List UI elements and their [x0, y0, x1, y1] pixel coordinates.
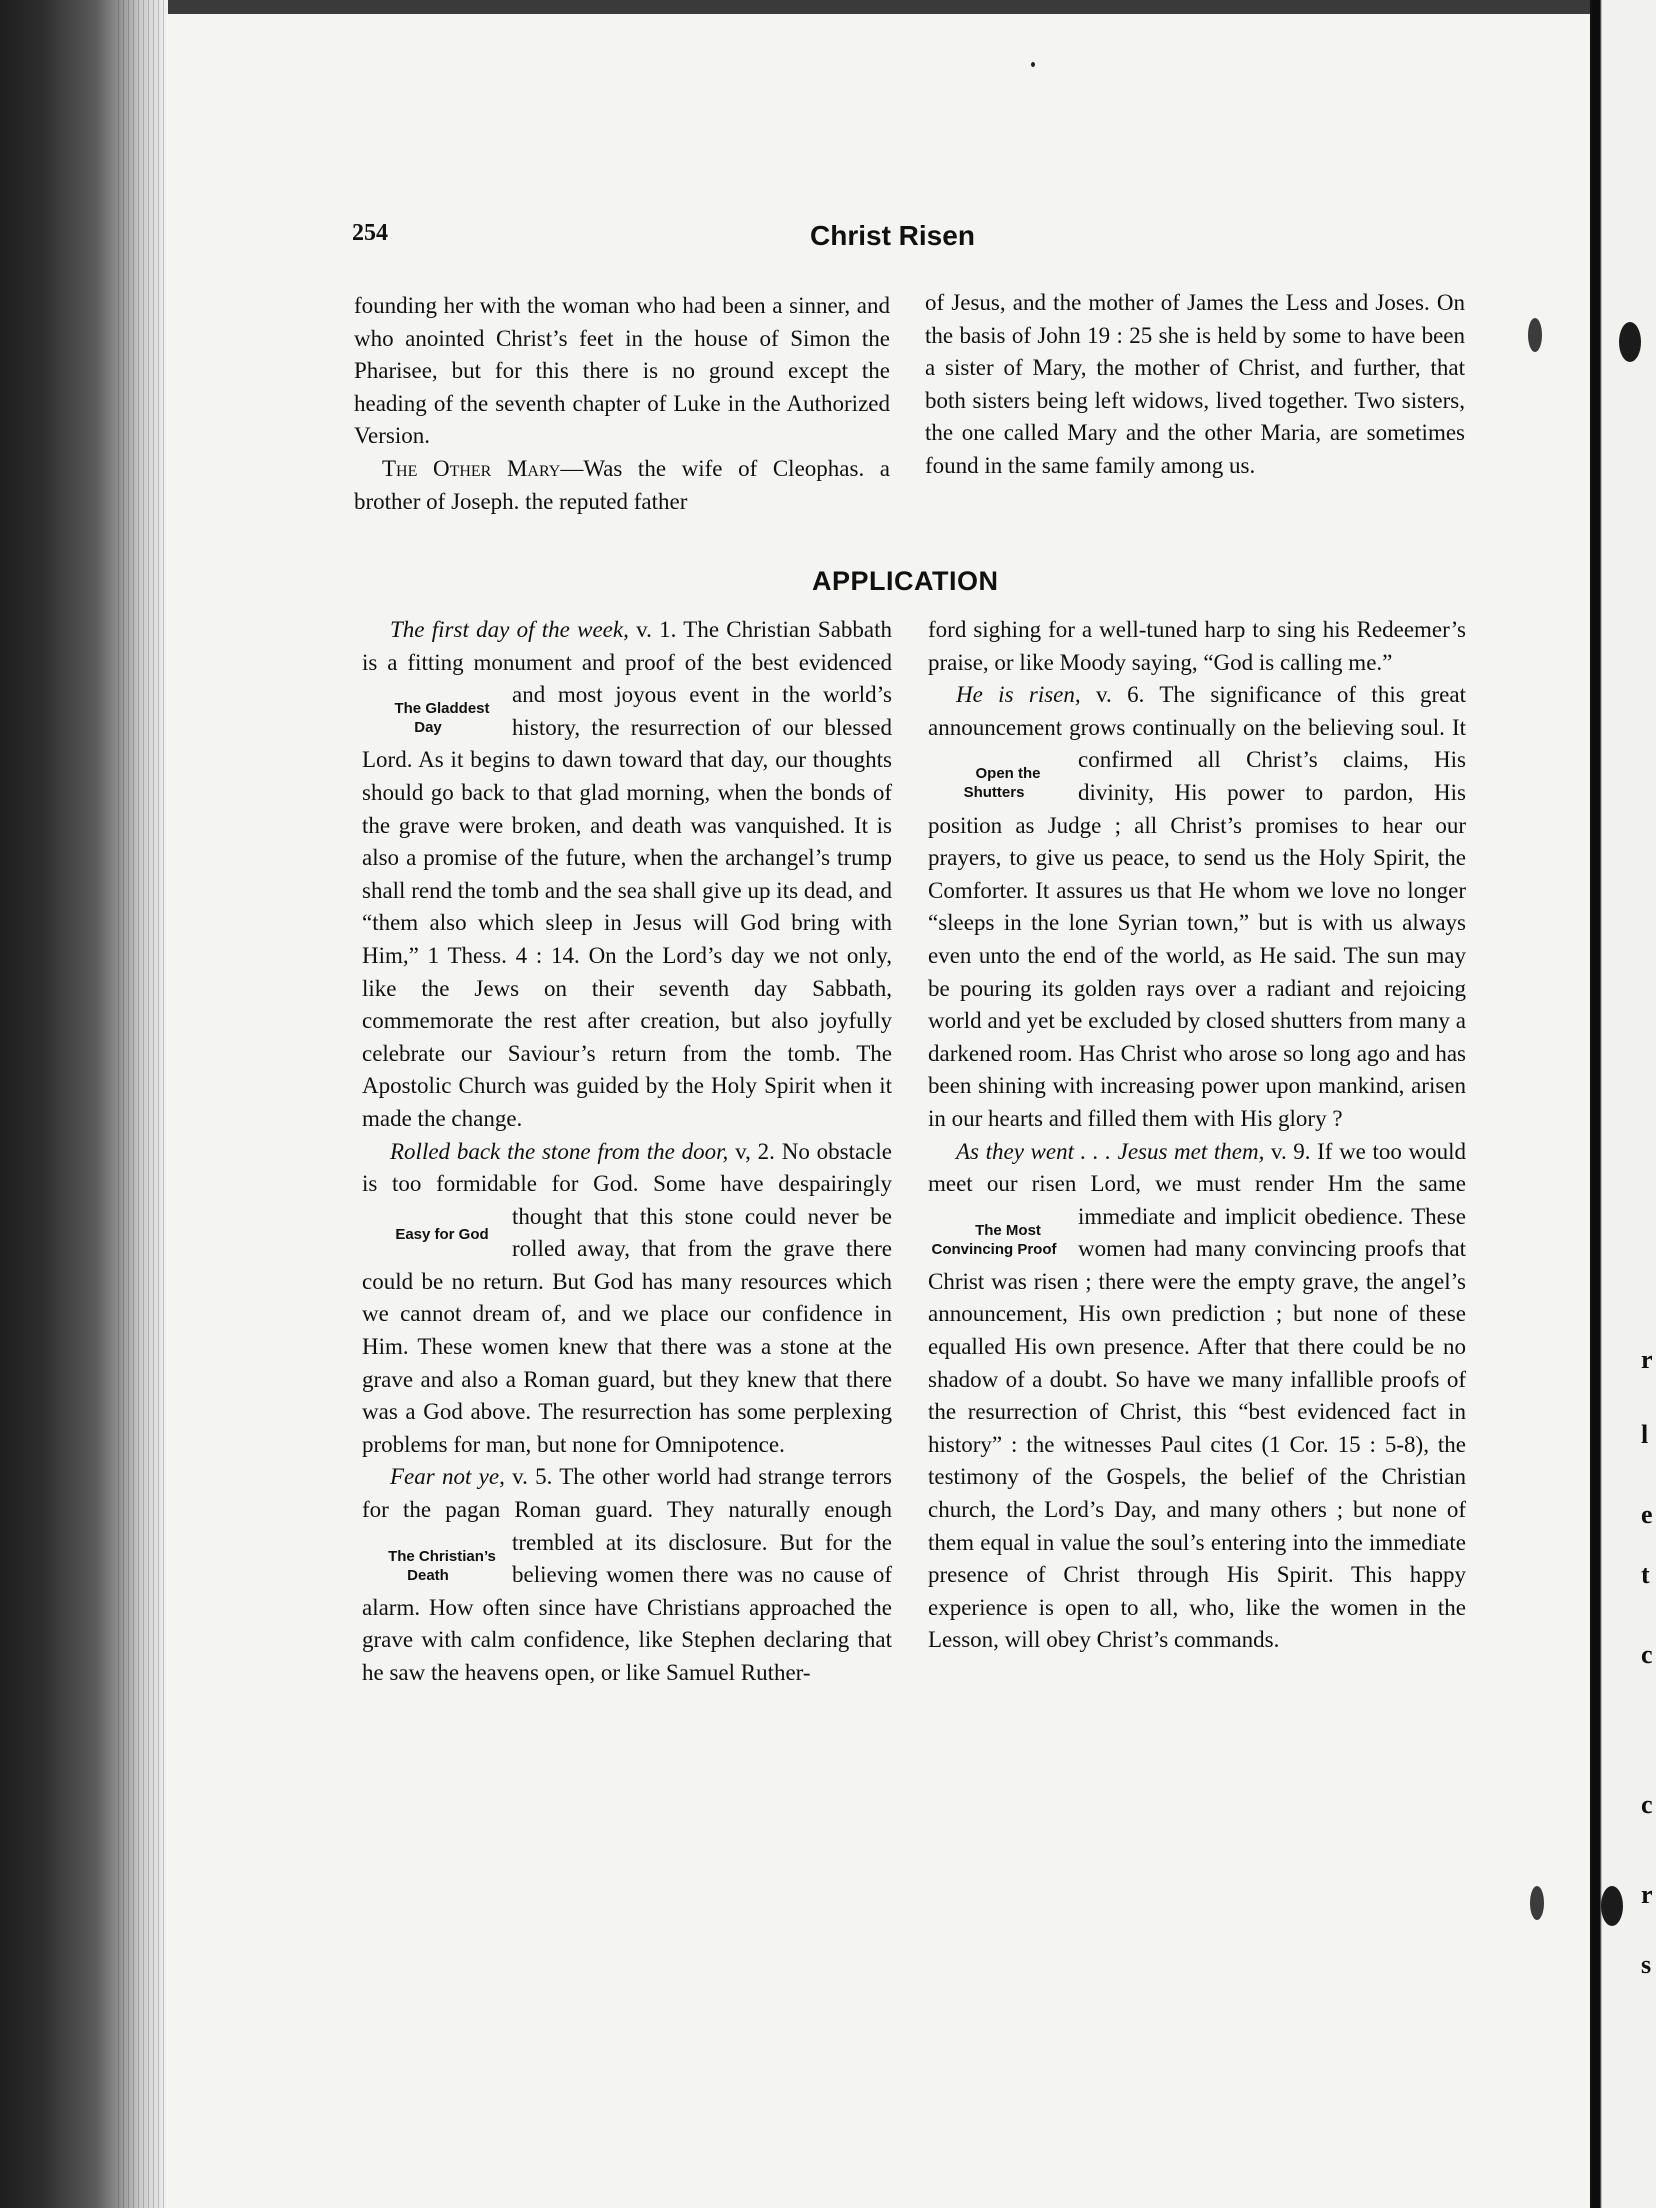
paragraph: As they went . . . Jesus met them, v. 9. If we too would meet our risen Lord, we must render Hm the same immediate and implicit The Most Convincing Proof obedience. These women had many convincing proofs that Christ was risen ; there were the empty grave, the angel’s announcement, His own prediction ; but none of these equalled His own presence. After that there could be no shadow of a doubt. So have we many infallible proofs of the resurrection of Christ, this “best evidenced fact in history” : the witnesses Paul cites (1 Cor. 15 : 5-8), the testimony of the Gospels, the belief of the Christian church, the Lord’s Day, and many others ; but none of them equal in value the soul’s entering into the immediate presence of Christ through His Spirit. This happy experience is open to all, who, like the women in the Lesson, will obey Christ’s commands. [928, 1136, 1466, 1658]
right-column [928, 614, 1466, 1657]
page-edges [118, 0, 166, 2208]
paragraph: founding her with the woman who had been a sinner, and who anointed Christ’s feet in the house of Simon the Pharisee, but for this there is no ground except the heading of the seventh chapter of Luke in the Authorized Version. [354, 293, 890, 449]
section-heading: APPLICATION [812, 566, 999, 596]
dust-speck [1031, 62, 1035, 67]
paragraph: Fear not ye, v. 5. The other world had strange terrors for the pagan Roman guard. They naturally enough trembled at its The Christian’s Death disclosure. But for the believing women there was no cause of alarm. How often since have Christians approached the grave with calm confidence, like Stephen declaring that he saw the heavens open, or like Samuel Ruther- [362, 1461, 892, 1689]
paragraph: Rolled back the stone from the door, v, 2. No obstacle is too formidable for God. Some have despairingly thought that this stone Easy for God could never be rolled away, that from the grave there could be no return. But God has many resources which we cannot dream of, and we place our confidence in Him. These women knew that there was a stone at the grave and also a Roman guard, but they knew that there was a God above. The resurrection has some perplexing problems for man, but none for Omnipotence. [362, 1136, 892, 1462]
top-right-column [925, 287, 1465, 483]
margin-note: The Christian’s Death [388, 1547, 496, 1584]
page-number: 254 [352, 220, 388, 246]
paragraph: He is risen, v. 6. The significance of this great announcement grows continually on the believing soul. It confirmed all Christ’s Open the Shutters claims, His divinity, His power to pardon, His position as Judge ; all Christ’s promises to hear our prayers, to give us peace, to send us the Holy Spirit, the Comforter. It assures us that He whom we love no longer “sleeps in the lone Syrian town,” but is with us always even unto the end of the world, as He said. The sun may be pouring its golden rays over a radiant and rejoicing world and yet be excluded by closed shutters from many a darkened room. Has Christ who arose so long ago and has been shining with increasing power upon mankind, arisen in our hearts and filled them with His glory ? [928, 679, 1466, 1135]
margin-note: Open the Shutters [963, 765, 1041, 802]
margin-note: The Gladdest Day [394, 700, 490, 737]
paragraph: The first day of the week, v. 1. The Christian Sabbath is a fitting monument and proof of the best evidenced and most joyous The Gladdest Day event in the world’s history, the resurrection of our blessed Lord. As it begins to dawn toward that day, our thoughts should go back to that glad morning, when the bonds of the grave were broken, and death was vanquished. It is also a promise of the future, when the archangel’s trump shall rend the tomb and the sea shall give up its dead, and “them also which sleep in Jesus will God bring with Him,” 1 Thess. 4 : 14. On the Lord’s day we not only, like the Jews on their seventh day Sabbath, commemorate the rest after creation, but also joyfully celebrate our Saviour’s return from the tomb. The Apostolic Church was guided by the Holy Spirit when it made the change. [362, 614, 892, 1136]
facing-page-letter: c [1641, 1790, 1653, 1819]
binding-hole-icon [1601, 1886, 1623, 1926]
paragraph: ford sighing for a well-tuned harp to sing his Redeemer’s praise, or like Moody saying, “God is calling me.” [928, 617, 1466, 675]
top-left-column [354, 290, 890, 518]
facing-page-letter: t [1641, 1560, 1650, 1589]
paragraph: The Other Mary—Was the wife of Cleophas. a brother of Joseph. the reputed father [354, 455, 890, 514]
paragraph: of Jesus, and the mother of James the Less and Joses. On the basis of John 19 : 25 she is held by some to have been a sister of Mary, the mother of Christ, and further, that both sisters being left widows, lived together. Two sisters, the one called Mary and the other Maria, are sometimes found in the same family among us. [925, 290, 1465, 478]
binding-hole-icon [1528, 318, 1542, 352]
verse-reference: He is risen, [956, 682, 1081, 708]
binding-hole-icon [1619, 322, 1641, 362]
left-column [362, 614, 892, 1690]
verse-reference: Rolled back the stone from the door, [390, 1138, 729, 1164]
facing-page-letter: e [1641, 1500, 1653, 1529]
facing-page-letter: r [1641, 1880, 1653, 1909]
gutter-shadow [1592, 0, 1600, 2208]
verse-reference: Fear not ye, [390, 1464, 505, 1490]
running-title: Christ Risen [810, 220, 975, 251]
book-spine [0, 0, 168, 2208]
facing-page-letter: r [1641, 1345, 1653, 1374]
verse-reference: The first day of the week, [390, 617, 629, 642]
term-label: The Other Mary [382, 455, 561, 481]
binding-hole-icon [1530, 1886, 1544, 1920]
verse-reference: As they went . . . Jesus met them, [956, 1138, 1265, 1164]
margin-note: Easy for God [395, 1225, 489, 1243]
margin-note: The Most Convincing Proof [931, 1221, 1057, 1258]
facing-page-letter: s [1641, 1950, 1652, 1979]
facing-page-letter: c [1641, 1640, 1653, 1669]
facing-page-letter: l [1641, 1420, 1649, 1449]
